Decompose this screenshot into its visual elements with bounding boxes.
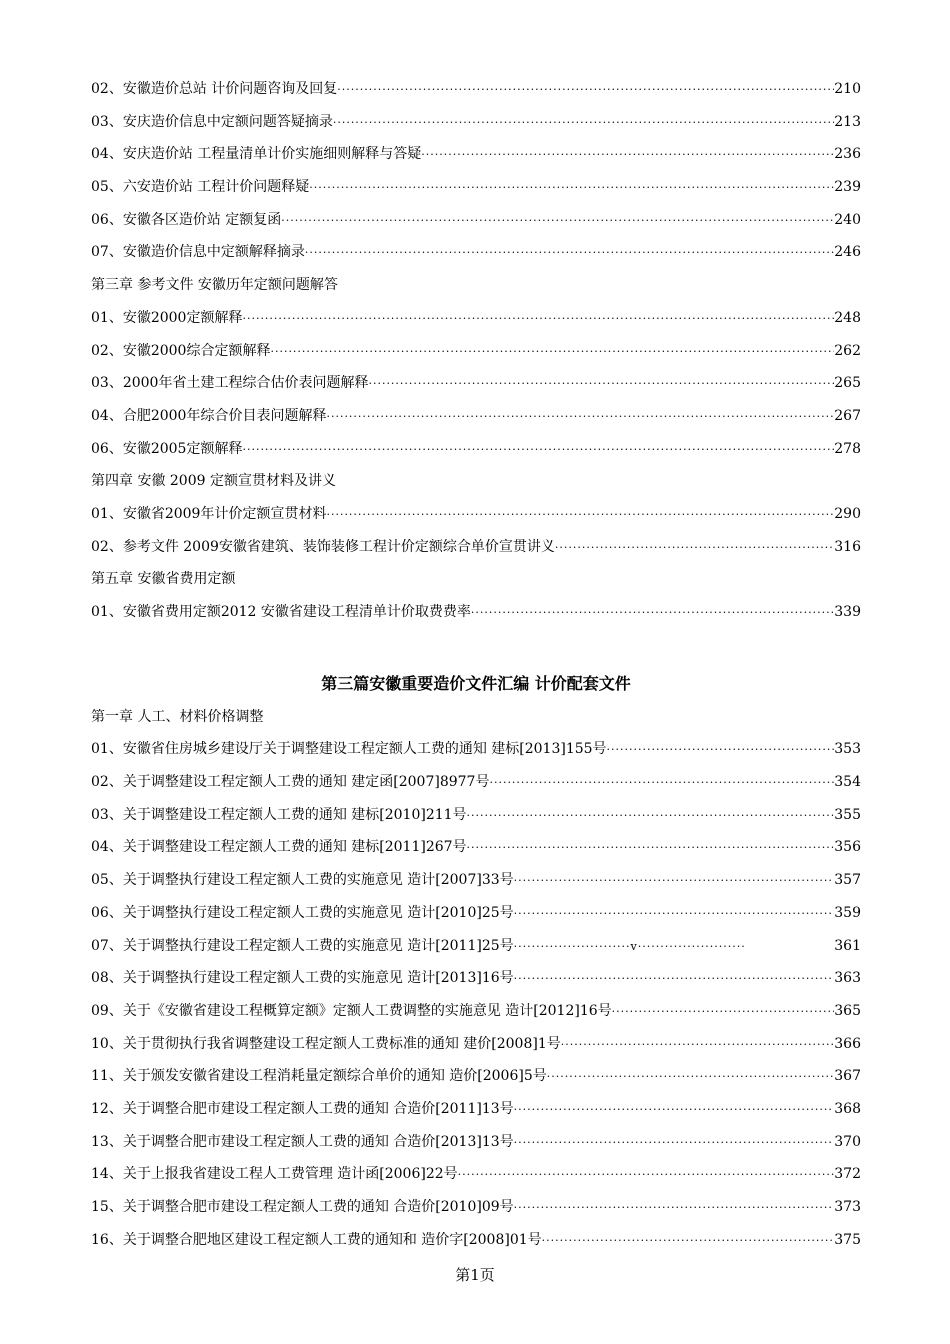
toc-leader-dots [607,734,835,767]
toc-leader-dots [326,499,834,532]
toc-page-number: 210 [834,81,861,97]
chapter-heading: 第一章 人工、材料价格调整 [91,708,264,725]
toc-entry[interactable] [91,433,861,466]
toc-page-number: 359 [834,904,861,921]
toc-page-number: 290 [834,505,861,522]
toc-leader-dots [337,74,834,107]
toc-page-number: 372 [834,1166,861,1183]
toc-entry-title: 02、关于调整建设工程定额人工费的通知 建定函[2007]8977号 [91,774,490,791]
toc-page-number: 339 [834,604,861,620]
toc-entry-title: 08、关于调整执行建设工程定额人工费的实施意见 造计[2013]16号 [91,970,514,987]
toc-entry-title: 13、关于调整合肥市建设工程定额人工费的通知 合造价[2013]13号 [91,1133,514,1150]
toc-entry-title: 06、关于调整执行建设工程定额人工费的实施意见 造计[2010]25号 [91,904,514,921]
toc-leader-dots [305,237,834,270]
toc-page-number: 355 [834,806,861,823]
toc-entry-title: 03、安庆造价信息中定额问题答疑摘录 [91,113,333,130]
toc-entry[interactable] [91,171,861,204]
toc-leader-dots [547,1061,835,1094]
toc-entry-title: 03、关于调整建设工程定额人工费的通知 建标[2010]211号 [91,806,467,823]
toc-entry[interactable] [91,596,861,629]
toc-leader-dots [555,532,834,565]
toc-entry[interactable] [91,302,861,335]
toc-entry-title: 14、关于上报我省建设工程人工费管理 造计函[2006]22号 [91,1166,458,1183]
toc-leader-dots [467,800,835,833]
toc-entry[interactable] [91,1060,861,1093]
toc-entry-title: 07、安徽造价信息中定额解释摘录 [91,244,305,261]
toc-leader-dots [270,336,834,369]
toc-entry[interactable] [91,897,861,930]
toc-entry-title: 10、关于贯彻执行我省调整建设工程定额人工费标准的通知 建价[2008]1号 [91,1035,561,1052]
toc-leader-dots [281,205,834,238]
toc-entry-title: 04、关于调整建设工程定额人工费的通知 建标[2011]267号 [91,839,467,856]
chapter-heading: 第五章 安徽省费用定额 [91,571,236,588]
toc-entry-title: 03、2000年省土建工程综合估价表问题解释 [91,375,369,392]
toc-page-number: 356 [834,839,861,856]
toc-entry[interactable] [91,531,861,564]
toc-page-number: 363 [834,970,861,987]
toc-leader-dots [514,1192,835,1225]
toc-leader-dots [514,963,835,996]
toc-page-number: 354 [834,774,861,791]
toc-leader-dots [542,1225,835,1258]
toc-leader-dots [514,865,835,898]
part-title: 第三篇安徽重要造价文件汇编 计价配套文件 [321,673,631,693]
toc-page-number: 265 [834,375,861,392]
toc-entry[interactable] [91,799,861,832]
toc-page-number: 361 [834,937,861,954]
toc-entry-title: 15、关于调整合肥市建设工程定额人工费的通知 合造价[2010]09号 [91,1199,514,1215]
toc-entry[interactable] [91,498,861,531]
toc-page-number: 368 [834,1100,861,1117]
toc-page-number: 366 [834,1035,861,1052]
toc-leader-dots [561,1029,835,1062]
toc-leader-dots [368,368,834,401]
toc-entry-title: 04、安庆造价站 工程量清单计价实施细则解释与答疑 [91,146,422,163]
toc-page-number: 375 [834,1231,861,1248]
toc-page-number: 365 [834,1002,861,1019]
toc-entry-title: 06、安徽各区造价站 定额复函 [91,211,282,228]
page-footer: 第1页 [455,1266,495,1284]
toc-leader-dots [309,172,834,205]
toc-page-number: 246 [834,244,861,261]
toc-page-number: 248 [834,309,861,326]
toc-block-2 [91,701,861,1257]
toc-entry[interactable] [91,831,861,864]
toc-page-number: 370 [834,1133,861,1150]
toc-leader-dots [467,832,835,865]
toc-entry[interactable] [91,1126,861,1159]
toc-entry-title: 01、安徽2000定额解释 [91,309,243,326]
toc-entry-title: 12、关于调整合肥市建设工程定额人工费的通知 合造价[2011]13号 [91,1100,514,1117]
table-of-contents [91,73,861,1256]
toc-entry-title: 01、安徽省住房城乡建设厅关于调整建设工程定额人工费的通知 建标[2013]155号 [91,741,607,758]
toc-page-number: 373 [834,1199,861,1215]
toc-leader-dots [471,597,834,630]
toc-entry[interactable] [91,335,861,368]
toc-leader-dots [612,996,835,1029]
toc-block-1 [91,73,861,629]
toc-leader-dots [326,401,834,434]
toc-leader-dots [514,1127,835,1160]
toc-page-number: 267 [834,407,861,424]
toc-leader-dots [489,767,834,800]
toc-page-number: 316 [834,538,861,555]
toc-leader-dots: ··························v························ [513,939,746,953]
toc-entry[interactable] [91,236,861,269]
toc-entry[interactable] [91,733,861,766]
toc-entry[interactable] [91,995,861,1028]
toc-entry[interactable] [91,962,861,995]
toc-entry-title: 01、安徽省费用定额2012 安徽省建设工程清单计价取费费率 [91,604,471,620]
toc-entry[interactable] [91,766,861,799]
toc-entry[interactable] [91,106,861,139]
chapter-heading: 第四章 安徽 2009 定额宣贯材料及讲义 [91,473,336,490]
toc-entry[interactable] [91,864,861,897]
toc-entry-title: 02、安徽造价总站 计价问题咨询及回复 [91,81,338,97]
toc-page-number: 367 [834,1068,861,1085]
toc-entry[interactable] [91,1191,861,1224]
toc-entry[interactable] [91,1028,861,1061]
toc-page-number: 239 [834,179,861,196]
toc-leader-dots [333,107,834,140]
toc-entry-title: 02、参考文件 2009安徽省建筑、装饰装修工程计价定额综合单价宣贯讲义 [91,538,555,555]
toc-entry-title: 05、六安造价站 工程计价问题释疑 [91,179,310,196]
toc-entry[interactable] [91,367,861,400]
toc-entry-title: 05、关于调整执行建设工程定额人工费的实施意见 造计[2007]33号 [91,872,514,889]
toc-leader-dots [514,1094,835,1127]
toc-page-number: 213 [834,113,861,130]
toc-leader-dots [421,139,834,172]
toc-entry-title: 07、关于调整执行建设工程定额人工费的实施意见 造计[2011]25号 [91,937,514,954]
section-gap [91,629,861,661]
toc-leader-dots [514,898,835,931]
toc-leader-dots [242,434,834,467]
toc-entry-title: 06、安徽2005定额解释 [91,440,243,457]
toc-entry-title: 04、合肥2000年综合价目表问题解释 [91,407,327,424]
toc-entry[interactable] [91,1158,861,1191]
toc-entry[interactable] [91,204,861,237]
toc-page-number: 278 [834,440,861,457]
toc-entry[interactable] [91,138,861,171]
toc-page-number: 262 [834,342,861,359]
toc-page-number: 353 [834,741,861,758]
toc-entry-title: 11、关于颁发安徽省建设工程消耗量定额综合单价的通知 造价[2006]5号 [91,1068,547,1085]
toc-entry-title: 01、安徽省2009年计价定额宣贯材料 [91,505,327,522]
toc-page-number: 240 [834,211,861,228]
toc-entry[interactable] [91,930,861,963]
chapter-heading: 第三章 参考文件 安徽历年定额问题解答 [91,277,338,294]
toc-entry[interactable] [91,1224,861,1257]
toc-leader-dots [458,1159,835,1192]
toc-entry-title: 02、安徽2000综合定额解释 [91,342,271,359]
toc-page-number: 357 [834,872,861,889]
toc-entry-title: 09、关于《安徽省建设工程概算定额》定额人工费调整的实施意见 造计[2012]16号 [91,1002,612,1019]
toc-entry[interactable] [91,400,861,433]
toc-entry[interactable] [91,73,861,106]
toc-entry[interactable] [91,1093,861,1126]
toc-entry-title: 16、关于调整合肥地区建设工程定额人工费的通知和 造价字[2008]01号 [91,1231,542,1248]
toc-leader-dots [242,303,834,336]
toc-page-number: 236 [834,146,861,163]
